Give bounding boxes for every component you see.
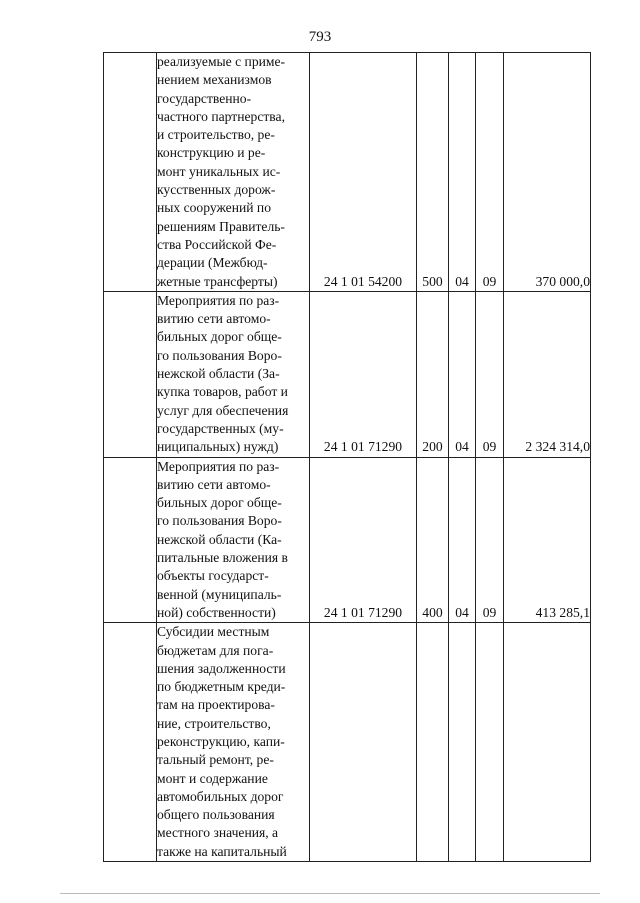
item-name-line: бильных дорог обще-	[157, 329, 282, 345]
target-code-cell: 24 1 01 54200	[310, 53, 417, 292]
item-name-line: венной (муниципаль-	[157, 586, 282, 602]
subsection-cell	[476, 623, 504, 862]
item-name-line: государственных (му-	[157, 420, 284, 436]
item-name-line: объекты государст-	[157, 568, 269, 584]
item-name-cell	[157, 291, 310, 457]
item-name-line: монт и содержание	[157, 770, 268, 786]
item-name-line: общего пользования	[157, 807, 275, 823]
subsection-cell: 09	[476, 291, 504, 457]
item-name-line: также на капитальный	[157, 843, 287, 859]
item-name-line: услуг для обеспечения	[157, 402, 289, 418]
item-name-line: ние, строительство,	[157, 715, 271, 731]
item-name-line: монт уникальных ис-	[157, 163, 281, 179]
page-bottom-rule	[60, 893, 600, 894]
item-name-line: жетные трансферты)	[157, 273, 278, 289]
item-name-line: Мероприятия по раз-	[157, 292, 280, 308]
target-code-cell: 24 1 01 71290	[310, 457, 417, 623]
item-name-line: автомобильных дорог	[157, 788, 284, 804]
item-name-cell	[157, 53, 310, 292]
item-name-line: витию сети автомо-	[157, 476, 271, 492]
item-name-line: местного значения, а	[157, 825, 279, 841]
item-name-line: нежской области (За-	[157, 366, 280, 382]
subsection-cell: 09	[476, 53, 504, 292]
item-name-line: бильных дорог обще-	[157, 495, 282, 511]
item-name-line: дерации (Межбюд-	[157, 255, 268, 271]
item-name-line: питальные вложения в	[157, 550, 288, 566]
expense-type-cell: 400	[417, 457, 449, 623]
item-name-line: ниципальных) нужд)	[157, 439, 279, 455]
amount-cell: 2 324 314,0	[504, 291, 591, 457]
item-name-line: Мероприятия по раз-	[157, 458, 280, 474]
subsection-cell: 09	[476, 457, 504, 623]
item-name-line: государственно-	[157, 90, 252, 106]
item-name-line: купка товаров, работ и	[157, 384, 288, 400]
item-name-line: конструкцию и ре-	[157, 145, 266, 161]
section-cell: 04	[449, 457, 476, 623]
item-name-line: ства Российской Фе-	[157, 236, 277, 252]
table-row	[104, 53, 591, 292]
amount-cell	[504, 623, 591, 862]
item-name-line: тальный ремонт, ре-	[157, 752, 274, 768]
item-name-line: реализуемые с приме-	[157, 54, 286, 69]
target-code-cell: 24 1 01 71290	[310, 291, 417, 457]
item-name-line: по бюджетным креди-	[157, 679, 286, 695]
item-name-line: Субсидии местным	[157, 624, 270, 640]
expense-type-cell: 500	[417, 53, 449, 292]
item-name-line: ных сооружений по	[157, 200, 272, 216]
item-name-line: и строительство, ре-	[157, 127, 275, 143]
item-name-line: го пользования Воро-	[157, 513, 282, 529]
expense-type-cell	[417, 623, 449, 862]
item-name-line: там на проектирова-	[157, 697, 275, 713]
target-code-cell	[310, 623, 417, 862]
item-name-line: шения задолженности	[157, 660, 286, 676]
row-number-cell	[104, 291, 157, 457]
section-cell: 04	[449, 53, 476, 292]
expense-type-cell: 200	[417, 291, 449, 457]
item-name-line: нежской области (Ка-	[157, 531, 282, 547]
budget-table	[103, 52, 591, 862]
item-name-line: частного партнерства,	[157, 108, 285, 124]
amount-cell: 413 285,1	[504, 457, 591, 623]
row-number-cell	[104, 623, 157, 862]
section-cell	[449, 623, 476, 862]
item-name-line: реконструкцию, капи-	[157, 733, 285, 749]
item-name-line: нением механизмов	[157, 72, 272, 88]
item-name-line: го пользования Воро-	[157, 347, 282, 363]
item-name-line: кусственных дорож-	[157, 182, 276, 198]
amount-cell: 370 000,0	[504, 53, 591, 292]
item-name-cell	[157, 623, 310, 862]
item-name-line: витию сети автомо-	[157, 311, 271, 327]
table-row	[104, 457, 591, 623]
item-name-cell	[157, 457, 310, 623]
item-name-line: ной) собственности)	[157, 604, 276, 620]
table-row	[104, 291, 591, 457]
section-cell: 04	[449, 291, 476, 457]
table-row	[104, 623, 591, 862]
item-name-line: бюджетам для пога-	[157, 642, 274, 658]
page-number: 793	[308, 29, 332, 45]
item-name-line: решениям Правитель-	[157, 218, 285, 234]
row-number-cell	[104, 53, 157, 292]
row-number-cell	[104, 457, 157, 623]
